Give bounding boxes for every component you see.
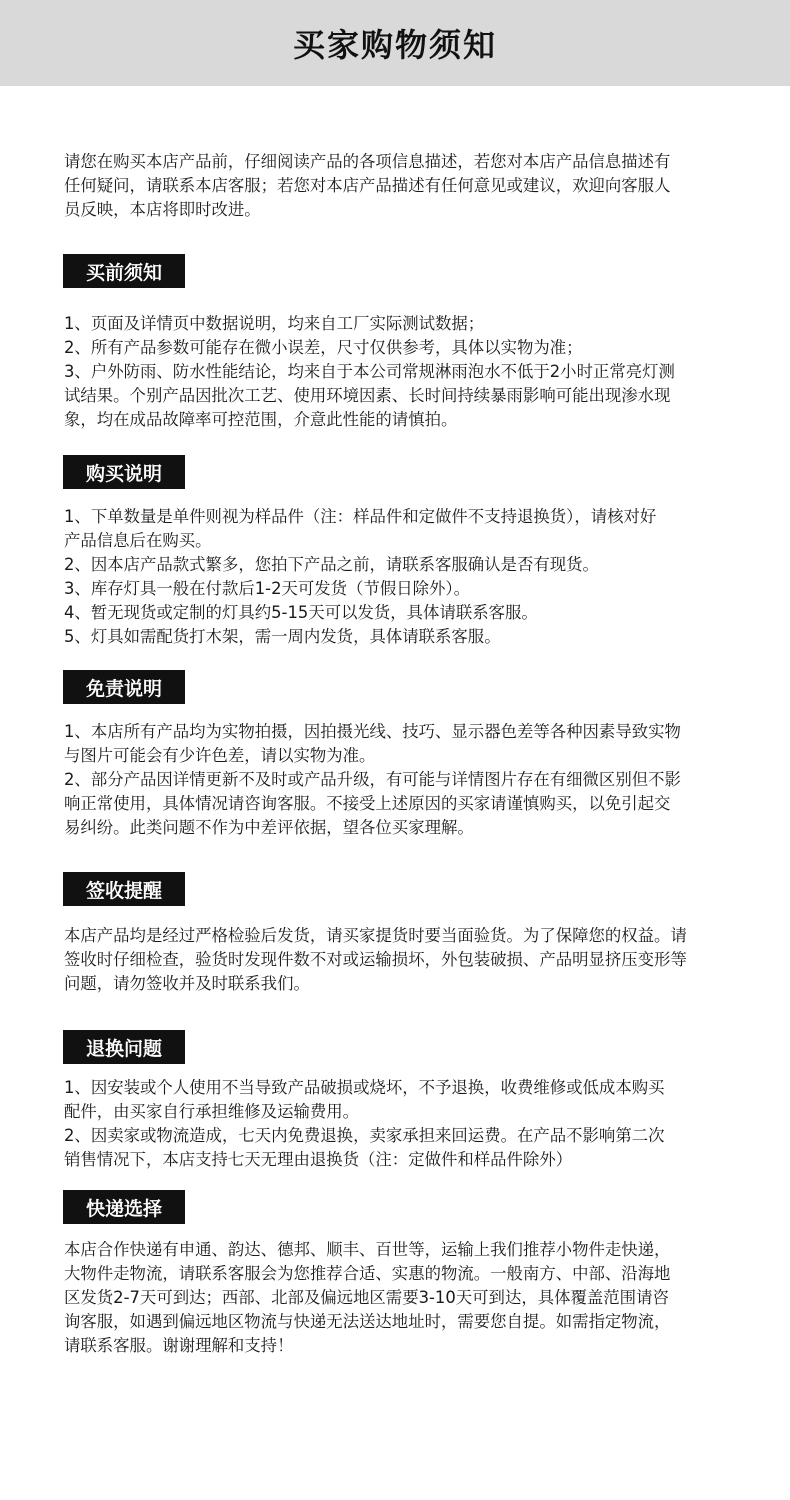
intro-line: 任何疑问，请联系本店客服；若您对本店产品描述有任何意见或建议，欢迎向客服人 — [64, 176, 671, 195]
section-line: 本店合作快递有申通、韵达、德邦、顺丰、百世等，运输上我们推荐小物件走快递， — [64, 1240, 671, 1259]
section-line: 询客服，如遇到偏远地区物流与快递无法送达地址时，需要您自提。如需指定物流， — [64, 1312, 671, 1331]
intro-paragraph — [64, 150, 754, 222]
section-line: 本店产品均是经过严格检验后发货，请买家提货时要当面验货。为了保障您的权益。请 — [64, 926, 687, 945]
section-line: 问题，请勿签收并及时联系我们。 — [64, 974, 310, 993]
section-line: 区发货2-7天可到达；西部、北部及偏远地区需要3-10天可到达，具体覆盖范围请咨 — [64, 1288, 669, 1307]
section-body-courier — [64, 1238, 754, 1358]
section-body-receipt-reminder — [64, 924, 754, 996]
section-body-pre-purchase — [64, 312, 754, 432]
section-line: 响正常使用，具体情况请咨询客服。不接受上述原因的买家请谨慎购买，以免引起交 — [64, 794, 671, 813]
section-line: 大物件走物流，请联系客服会为您推荐合适、实惠的物流。一般南方、中部、沿海地 — [64, 1264, 671, 1283]
section-line: 与图片可能会有少许色差，请以实物为准。 — [64, 746, 376, 765]
section-line: 1、下单数量是单件则视为样品件（注：样品件和定做件不支持退换货），请核对好 — [64, 507, 657, 526]
section-line: 易纠纷。此类问题不作为中差评依据，望各位买家理解。 — [64, 818, 474, 837]
section-line: 1、因安装或个人使用不当导致产品破损或烧坏，不予退换，收费维修或低成本购买 — [64, 1078, 665, 1097]
section-line: 产品信息后在购买。 — [64, 531, 212, 550]
section-line: 销售情况下，本店支持七天无理由退换货（注：定做件和样品件除外） — [64, 1150, 573, 1169]
section-line: 2、因卖家或物流造成，七天内免费退换，卖家承担来回运费。在产品不影响第二次 — [64, 1126, 665, 1145]
section-line: 4、暂无现货或定制的灯具约5-15天可以发货，具体请联系客服。 — [64, 603, 538, 622]
page-header — [0, 0, 790, 86]
section-line: 1、本店所有产品均为实物拍摄，因拍摄光线、技巧、显示器色差等各种因素导致实物 — [64, 722, 681, 741]
section-line: 3、库存灯具一般在付款后1-2天可发货（节假日除外）。 — [64, 579, 470, 598]
section-line: 3、户外防雨、防水性能结论，均来自于本公司常规淋雨泡水不低于2小时正常亮灯测 — [64, 362, 675, 381]
section-body-returns — [64, 1076, 754, 1172]
section-line: 5、灯具如需配货打木架，需一周内发货，具体请联系客服。 — [64, 627, 501, 646]
section-label-returns: 退换问题 — [63, 1030, 185, 1064]
section-line: 试结果。个别产品因批次工艺、使用环境因素、长时间持续暴雨影响可能出现渗水现 — [64, 386, 671, 405]
intro-line: 请您在购买本店产品前，仔细阅读产品的各项信息描述，若您对本店产品信息描述有 — [64, 152, 671, 171]
section-line: 2、所有产品参数可能存在微小误差，尺寸仅供参考，具体以实物为准； — [64, 338, 583, 357]
section-line: 1、页面及详情页中数据说明，均来自工厂实际测试数据； — [64, 314, 485, 333]
section-line: 签收时仔细检查，验货时发现件数不对或运输损坏，外包装破损、产品明显挤压变形等 — [64, 950, 687, 969]
section-line: 2、部分产品因详情更新不及时或产品升级，有可能与详情图片存在有细微区别但不影 — [64, 770, 681, 789]
intro-line: 员反映，本店将即时改进。 — [64, 200, 261, 219]
section-label-pre-purchase: 买前须知 — [63, 254, 185, 288]
section-body-purchase-info — [64, 505, 754, 649]
section-line: 2、因本店产品款式繁多，您拍下产品之前，请联系客服确认是否有现货。 — [64, 555, 599, 574]
section-line: 请联系客服。谢谢理解和支持！ — [64, 1336, 294, 1355]
section-line: 配件，由买家自行承担维修及运输费用。 — [64, 1102, 360, 1121]
section-label-courier: 快递选择 — [63, 1190, 185, 1224]
section-label-purchase-info: 购买说明 — [63, 455, 185, 489]
page-title: 买家购物须知 — [292, 26, 497, 64]
section-body-disclaimer — [64, 720, 754, 840]
section-label-disclaimer: 免责说明 — [63, 670, 185, 704]
section-line: 象，均在成品故障率可控范围，介意此性能的请慎拍。 — [64, 410, 458, 429]
section-label-receipt-reminder: 签收提醒 — [63, 872, 185, 906]
